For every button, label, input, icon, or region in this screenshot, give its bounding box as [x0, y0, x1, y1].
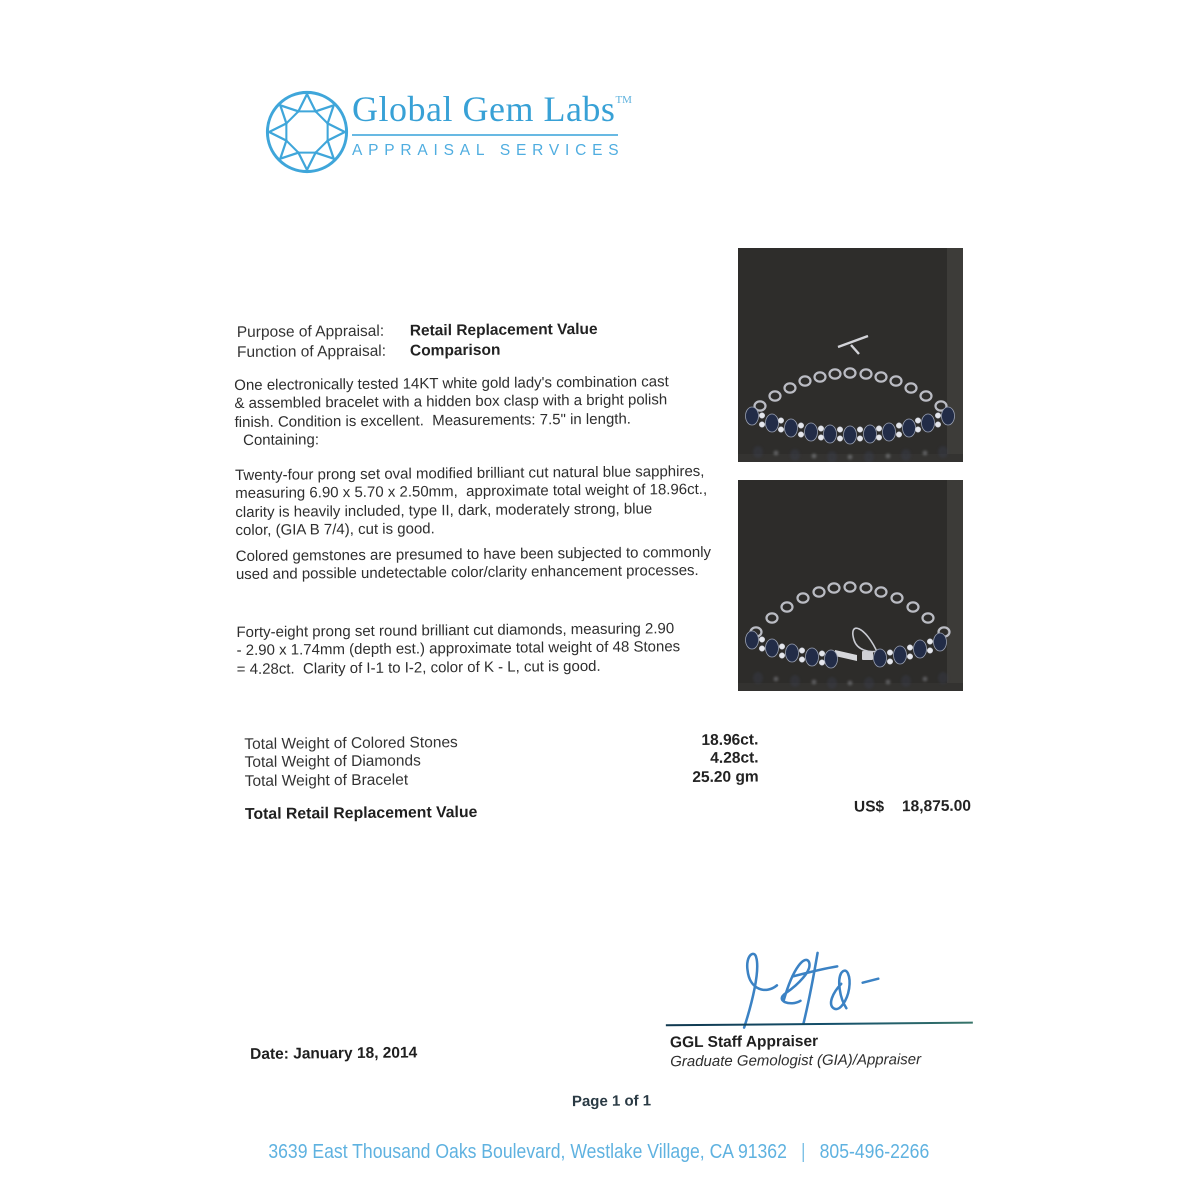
footer-divider: |	[800, 1141, 806, 1163]
appraisal-date: Date: January 18, 2014	[250, 1044, 418, 1063]
total-retail-replacement-label: Total Retail Replacement Value	[244, 803, 478, 823]
totals-table	[244, 731, 758, 791]
total-retail-replacement-amount: 18,875.00	[901, 797, 972, 816]
appraiser-title: Graduate Gemologist (GIA)/Appraiser	[670, 1051, 922, 1071]
appraiser-name: GGL Staff Appraiser	[669, 1032, 819, 1052]
gemstone-disclaimer-paragraph: Colored gemstones are presumed to have been subjected to commonly used and possible undetectable color/clarity enhancement processes.	[235, 543, 712, 584]
total-row-value: 18.96ct.	[701, 731, 759, 749]
total-row-bracelet	[245, 768, 759, 791]
appraisal-meta	[237, 320, 598, 363]
item-description-paragraph: One electronically tested 14KT white gold lady's combination cast & assembled bracelet with a hidden box clasp with a bright polish finish. Condition is excellent. Measurements: 7.5" in length. Containing:	[234, 373, 669, 449]
total-row-value: 4.28ct.	[710, 749, 759, 768]
page-number: Page 1 of 1	[571, 1092, 652, 1111]
purpose-value: Retail Replacement Value	[409, 320, 598, 340]
total-row-label: Total Weight of Colored Stones	[244, 734, 458, 753]
function-label: Function of Appraisal:	[236, 342, 387, 362]
diamonds-paragraph: Forty-eight prong set round brilliant cut diamonds, measuring 2.90 - 2.90 x 1.74mm (depth est.) approximate total weight of 48 Stones = 4.28ct. Clarity of I-1 to I-2, color of K - L, cut is good.	[236, 620, 681, 678]
function-value: Comparison	[409, 341, 501, 360]
trademark-mark: TM	[615, 94, 632, 106]
sapphires-paragraph: Twenty-four prong set oval modified brilliant cut natural blue sapphires, measuring 6.90 x 5.70 x 2.50mm, approximate total weight of 18.96ct., clarity is heavily included, type II, dark, moderately strong, blue color, (GIA B 7/4), cut is good.	[234, 462, 708, 539]
footer-phone: 805-496-2266	[819, 1141, 930, 1163]
total-row-label: Total Weight of Bracelet	[244, 771, 409, 790]
footer-contact-line	[71, 1141, 1127, 1164]
brand-title: Global Gem Labs™	[352, 89, 632, 129]
brand-subtitle: APPRAISAL SERVICES	[352, 142, 625, 159]
purpose-label: Purpose of Appraisal:	[236, 322, 385, 342]
footer-address: 3639 East Thousand Oaks Boulevard, Westlake Village, CA 91362	[268, 1141, 787, 1163]
currency-code: US$	[853, 798, 885, 816]
total-row-label: Total Weight of Diamonds	[244, 752, 421, 772]
total-row-value: 25.20 gm	[692, 768, 759, 786]
